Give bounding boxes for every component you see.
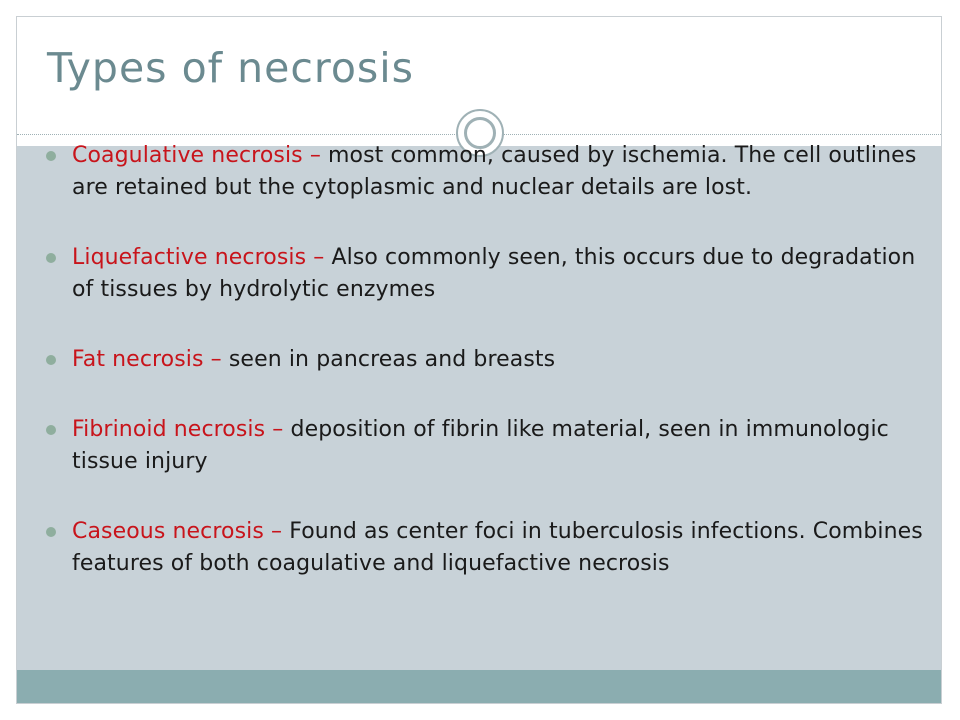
bullet-list: [46, 140, 926, 580]
bullet-term: Coagulative necrosis: [72, 143, 303, 168]
bullet-item-liquefactive: [46, 242, 926, 306]
bullet-text: Also commonly seen, this occurs due to degradation of tissues by hydrolytic enzymes: [72, 245, 916, 302]
bullet-separator: –: [203, 347, 229, 372]
footer-band: [17, 670, 941, 703]
bullet-dot-icon: [46, 527, 56, 537]
bullet-separator: –: [302, 143, 329, 168]
bullet-term: Caseous necrosis: [72, 519, 264, 544]
slide-title: Types of necrosis: [47, 44, 415, 92]
bullet-term: Fat necrosis: [72, 347, 204, 372]
bullet-dot-icon: [46, 425, 56, 435]
bullet-text: deposition of fibrin like material, seen in immunologic tissue injury: [72, 417, 889, 474]
bullet-term: Liquefactive necrosis: [72, 245, 307, 270]
bullet-item-caseous: [46, 516, 926, 580]
bullet-separator: –: [265, 417, 291, 442]
bullet-item-fibrinoid: [46, 414, 926, 478]
bullet-dot-icon: [46, 355, 56, 365]
bullet-text: Found as center foci in tuberculosis infections. Combines features of both coagulative and liquefactive necrosis: [72, 519, 923, 576]
bullet-dot-icon: [46, 253, 56, 263]
bullet-term: Fibrinoid necrosis: [72, 417, 266, 442]
bullet-separator: –: [263, 519, 290, 544]
bullet-item-coagulative: [46, 140, 926, 204]
bullet-text: seen in pancreas and breasts: [228, 347, 556, 372]
bullet-item-fat: [46, 344, 926, 376]
bullet-dot-icon: [46, 151, 56, 161]
bullet-text: most common, caused by ischemia. The cell outlines are retained but the cytoplasmic and nuclear details are lost.: [72, 143, 917, 200]
bullet-separator: –: [306, 245, 332, 270]
